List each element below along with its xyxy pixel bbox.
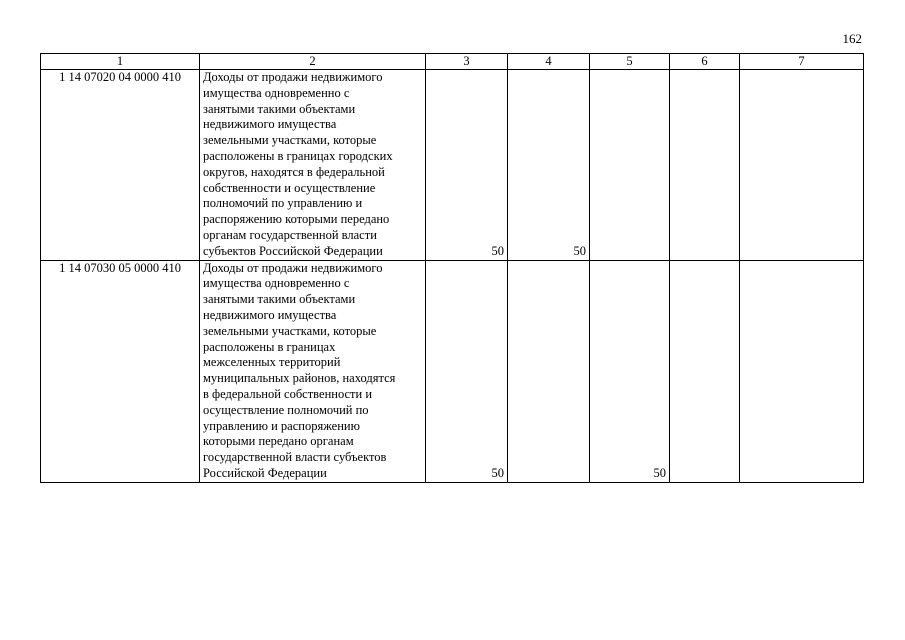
column-header: 6: [670, 54, 740, 70]
revenue-name-cell: Доходы от продажи недвижимого имущества одновременно с занятыми такими объектами недвижимого имущества земельными участками, которые расположены в границах городских округов, находятся в федеральной собственности и осуществление полномочий по управлению и распоряжению которыми передано органам государственной власти субъектов Российской Федерации: [200, 70, 426, 261]
value-cell-3: 50: [426, 70, 508, 261]
value-cell-3: 50: [426, 260, 508, 482]
column-header: 1: [41, 54, 200, 70]
value-cell-6: [670, 260, 740, 482]
value-cell-6: [670, 70, 740, 261]
value-cell-7: [740, 260, 864, 482]
revenue-table: [40, 53, 864, 483]
column-header: 5: [590, 54, 670, 70]
revenue-code-cell: 1 14 07030 05 0000 410: [41, 260, 200, 482]
value-cell-4: 50: [508, 70, 590, 261]
table-row: [41, 260, 864, 482]
value-cell-7: [740, 70, 864, 261]
table-header-row: [41, 54, 864, 70]
value-cell-5: 50: [590, 260, 670, 482]
value-cell-5: [590, 70, 670, 261]
page-number: 162: [842, 31, 862, 46]
column-header: 4: [508, 54, 590, 70]
column-header: 2: [200, 54, 426, 70]
table-row: [41, 70, 864, 261]
value-cell-4: [508, 260, 590, 482]
column-header: 7: [740, 54, 864, 70]
column-header: 3: [426, 54, 508, 70]
revenue-name-cell: Доходы от продажи недвижимого имущества одновременно с занятыми такими объектами недвижимого имущества земельными участками, которые расположены в границах межселенных территорий муниципальных районов, находятся в федеральной собственности и осуществление полномочий по управлению и распоряжению которыми передано органам государственной власти субъектов Российской Федерации: [200, 260, 426, 482]
revenue-code-cell: 1 14 07020 04 0000 410: [41, 70, 200, 261]
